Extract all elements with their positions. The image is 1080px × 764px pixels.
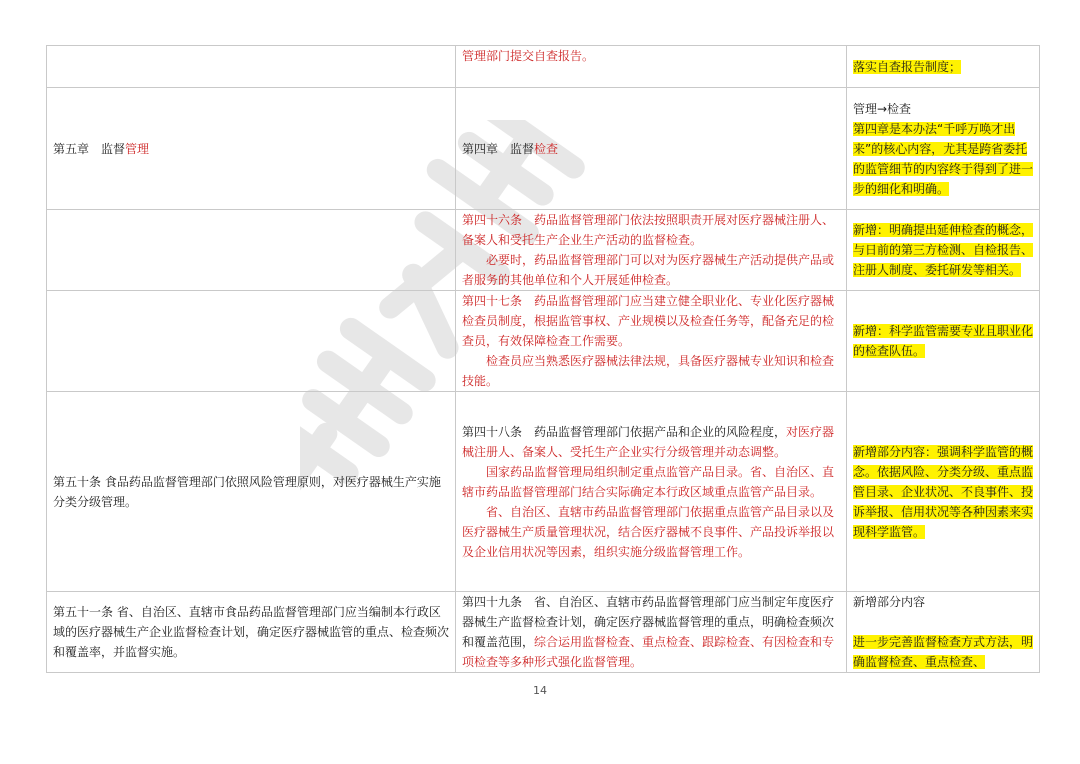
new-provision-cell (456, 88, 847, 210)
table-row (47, 46, 1040, 88)
table-row (47, 210, 1040, 291)
table-row (47, 88, 1040, 210)
text-run: 管理→检查 (853, 101, 912, 116)
comparison-table (46, 45, 1040, 673)
commentary-cell (847, 392, 1040, 592)
old-provision-cell (47, 592, 456, 673)
table-row (47, 392, 1040, 592)
new-provision-cell (456, 392, 847, 592)
text-run: 第四章 监督 (462, 141, 535, 156)
old-provision-cell (47, 46, 456, 88)
new-provision-cell (456, 210, 847, 291)
revised-text: 国家药品监督管理局组织制定重点监管产品目录。省、自治区、直辖市药品监督管理部门结合实际确定本行政区域重点监管产品目录。 (462, 464, 835, 499)
revised-text: 检查 (534, 141, 559, 156)
highlighted-text: 进一步完善监督检查方式方法，明确监督检查、重点检查、 (853, 635, 1034, 669)
highlighted-text: 新增：明确提出延伸检查的概念，与日前的第三方检测、自检报告、注册人制度、委托研发等相关。 (853, 223, 1034, 277)
highlighted-text: 新增部分内容：强调科学监管的概念。依据风险、分类分级、重点监管目录、企业状况、不良事件、投诉举报、信用状况等各种因素来实现科学监管。 (853, 444, 1034, 539)
old-provision-cell (47, 88, 456, 210)
new-provision-cell (456, 592, 847, 673)
commentary-cell (847, 88, 1040, 210)
text-run: 第五十条 食品药品监督管理部门依照风险管理原则，对医疗器械生产实施分类分级管理。 (53, 474, 441, 509)
commentary-cell (847, 210, 1040, 291)
commentary-cell (847, 592, 1040, 673)
revised-text: 对医疗器械注册人、备案人、受托生产企业实行分级管理并动态调整。 (462, 424, 835, 459)
text-run: 第四十九条 省、自治区、直辖市药品监督管理部门应当制定年度医疗器械生产监督检查计划，确定医疗器械监督管理的重点，明确检查频次和覆盖范围， (462, 595, 835, 649)
table-row (47, 592, 1040, 673)
text-run: 新增部分内容 (853, 595, 926, 609)
highlighted-text: 第四章是本办法“千呼万唤才出来”的核心内容，尤其是跨省委托的监管细节的内容终于得到了进一步的细化和明确。 (853, 121, 1034, 196)
text-run: 第四十八条 药品监督管理部门依据产品和企业的风险程度， (462, 424, 787, 439)
highlighted-text: 落实自查报告制度； (853, 59, 962, 74)
old-provision-cell (47, 210, 456, 291)
revised-text: 检查员应当熟悉医疗器械法律法规，具备医疗器械专业知识和检查技能。 (462, 354, 835, 388)
page-number: 14 (533, 684, 547, 697)
revised-text: 管理部门提交自查报告。 (462, 49, 595, 63)
old-provision-cell (47, 291, 456, 392)
revised-text: 必要时，药品监督管理部门可以对为医疗器械生产活动提供产品或者服务的其他单位和个人开展延伸检查。 (462, 253, 835, 287)
revised-text: 省、自治区、直辖市药品监督管理部门依据重点监管产品目录以及医疗器械生产质量管理状况，结合医疗器械不良事件、产品投诉举报以及企业信用状况等因素，组织实施分级监督管理工作。 (462, 504, 835, 559)
revised-text: 管理 (125, 141, 150, 156)
new-provision-cell (456, 46, 847, 88)
commentary-cell (847, 46, 1040, 88)
new-provision-cell (456, 291, 847, 392)
table-row (47, 291, 1040, 392)
revised-text: 综合运用监督检查、重点检查、跟踪检查、有因检查和专项检查等多种形式强化监督管理。 (462, 635, 835, 669)
old-provision-cell (47, 392, 456, 592)
commentary-cell (847, 291, 1040, 392)
revised-text: 第四十六条 药品监督管理部门依法按照职责开展对医疗器械注册人、备案人和受托生产企业生产活动的监督检查。 (462, 213, 835, 247)
highlighted-text: 新增：科学监管需要专业且职业化的检查队伍。 (853, 324, 1034, 358)
revised-text: 第四十七条 药品监督管理部门应当建立健全职业化、专业化医疗器械检查员制度，根据监管事权、产业规模以及检查任务等，配备充足的检查员，有效保障检查工作需要。 (462, 294, 835, 348)
text-run: 第五章 监督 (53, 141, 126, 156)
text-run: 第五十一条 省、自治区、直辖市食品药品监督管理部门应当编制本行政区域的医疗器械生产企业监督检查计划，确定医疗器械监管的重点、检查频次和覆盖率，并监督实施。 (53, 605, 450, 659)
